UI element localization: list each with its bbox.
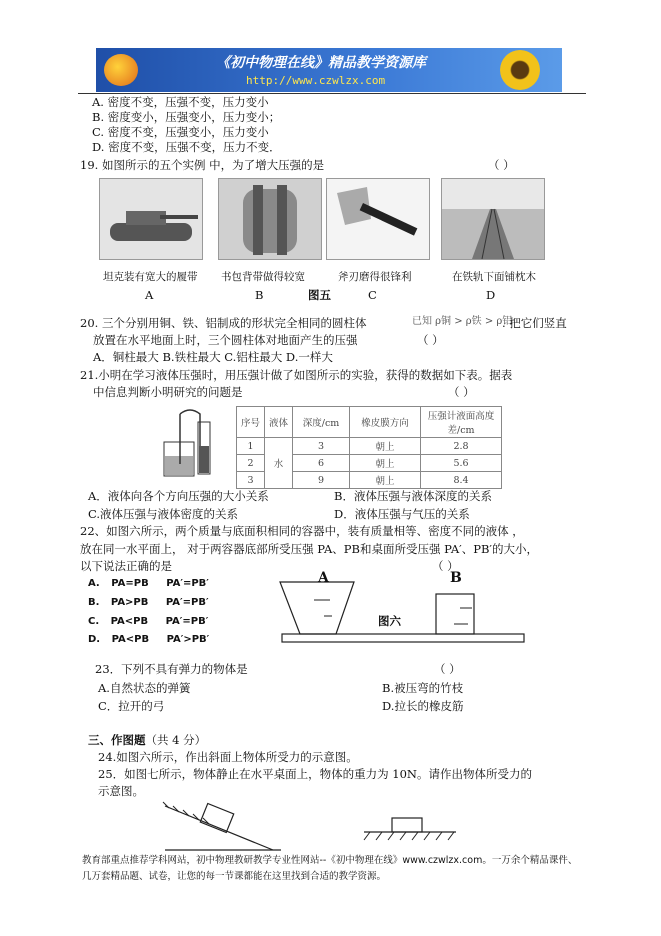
table-header: 深度/cm [293, 407, 350, 438]
q22-paren: （ ） [432, 559, 459, 573]
backpack-photo [218, 178, 322, 260]
q19-paren: （ ） [488, 158, 515, 172]
footer-line2: 几万套精品题、试卷，让您的每一节课都能在这里找到合适的教学资源。 [82, 871, 387, 882]
q18-option-d: D. 密度不变，压强不变，压力不变． [92, 140, 281, 154]
table-cell: 1 [237, 438, 265, 455]
banner-url[interactable]: http://www.czwlzx.com [246, 74, 386, 87]
figure-5-label: 图五 [308, 288, 331, 302]
q22-line2: 放在同一水平面上， 对于两容器底部所受压强 PA、PB和桌面所受压强 PA′、PB′的大小， [80, 542, 539, 556]
q22-option-c [88, 614, 208, 629]
container-a-label: A [318, 570, 329, 586]
table-cell: 8.4 [421, 472, 502, 489]
q22-option-a [88, 576, 209, 591]
table-cell: 5.6 [421, 455, 502, 472]
option-p: PA<PB [110, 616, 149, 627]
caption-axe: 斧刃磨得很锋利 [338, 271, 412, 283]
sunflower-icon [500, 50, 540, 90]
q23-option-a: A.自然状态的弹簧 [98, 681, 191, 695]
incline-diagram [155, 798, 285, 854]
table-cell: 6 [293, 455, 350, 472]
container-b-label: B [450, 570, 462, 586]
option-p: PA=PB [111, 578, 149, 589]
q23-stem: 23．下列不具有弹力的物体是 [95, 662, 248, 676]
q20-line1: 20. 三个分别用铜、铁、铝制成的形状完全相同的圆柱体 [80, 316, 367, 330]
q21-option-d: D．液体压强与气压的关系 [334, 507, 470, 521]
header-banner [96, 48, 562, 92]
q23-option-c: C．拉开的弓 [98, 699, 165, 713]
q22-option-b [88, 595, 209, 610]
caption-backpack: 书包背带做得较宽 [221, 271, 305, 283]
q18-option-a: A. 密度不变，压强不变，压力变小 [92, 95, 269, 109]
table-cell: 水 [265, 438, 293, 489]
q22-line3: 以下说法正确的是 [80, 559, 172, 573]
q19-stem: 19. 如图所示的五个实例 中，为了增大压强的是 [80, 158, 325, 172]
table-cell: 2 [237, 455, 265, 472]
table-cell: 朝上 [350, 455, 421, 472]
banner-title: 《初中物理在线》精品教学资源库 [216, 55, 426, 71]
option-p: PA>PB [110, 597, 149, 608]
section-3-heading [88, 733, 206, 748]
caption-railway: 在铁轨下面铺枕木 [452, 271, 536, 283]
option-p: PA<PB [111, 634, 150, 645]
table-header: 橡皮膜方向 [350, 407, 421, 438]
tank-photo [99, 178, 203, 260]
q23-option-b: B.被压弯的竹枝 [382, 681, 464, 695]
letter-b: B [255, 288, 264, 302]
q22-option-d [88, 632, 209, 647]
containers-diagram [278, 572, 528, 648]
q18-option-c: C. 密度不变，压强变小，压力变小 [92, 125, 269, 139]
q20-line1-end: . 把它们竖直 [502, 316, 567, 330]
q25-line2: 示意图。 [98, 784, 144, 798]
table-cell: 朝上 [350, 472, 421, 489]
q20-options: A．铜柱最大 B.铁柱最大 C.铝柱最大 D.一样大 [93, 350, 333, 364]
table-cell: 朝上 [350, 438, 421, 455]
q21-line2: 中信息判断小明研究的问题是 [93, 385, 243, 399]
q21-data-table [236, 406, 502, 489]
q21-line1: 21.小明在学习液体压强时，用压强计做了如图所示的实验，获得的数据如下表。据表 [80, 368, 513, 382]
letter-a: A [145, 288, 154, 302]
q23-paren: （ ） [434, 662, 461, 676]
q21-option-a: A．液体向各个方向压强的大小关系 [88, 489, 269, 503]
option-pprime: PA′>PB′ [166, 634, 210, 645]
q21-option-b: B．液体压强与液体深度的关系 [334, 489, 492, 503]
letter-d: D [486, 288, 496, 302]
q25-line1: 25．如图七所示，物体静止在水平桌面上，物体的重力为 10N。请作出物体所受力的 [98, 767, 532, 781]
section-3-title: 三、作图题 [88, 733, 146, 747]
figure-6-label: 图六 [378, 614, 401, 628]
option-pprime: PA′=PB′ [165, 616, 209, 627]
section-3-points: （共 4 分） [145, 733, 207, 747]
option-letter: C. [88, 616, 100, 627]
q21-option-c: C.液体压强与液体密度的关系 [88, 507, 239, 521]
letter-c: C [368, 288, 377, 302]
axe-photo [326, 178, 430, 260]
q20-paren: （ ） [417, 333, 444, 347]
table-header: 压强计液面高度差/cm [421, 407, 502, 438]
railway-photo [441, 178, 545, 260]
option-letter: B. [88, 597, 100, 608]
q20-formula: 已知 ρ铜 > ρ铁 > ρ铝 [412, 316, 513, 327]
q22-line1: 22、如图六所示，两个质量与底面积相同的容器中，装有质量相等、密度不同的液体 ， [80, 524, 524, 538]
option-letter: D. [88, 634, 101, 645]
footer [82, 853, 578, 885]
manometer-diagram [160, 406, 218, 478]
table-header: 液体 [265, 407, 293, 438]
table-header: 序号 [237, 407, 265, 438]
q18-option-b: B. 密度变小，压强变小，压力变小； [92, 110, 281, 124]
q20-line2: 放置在水平地面上时，三个圆柱体对地面产生的压强 [93, 333, 358, 347]
table-block-diagram [360, 814, 460, 844]
caption-tank: 坦克装有宽大的履带 [103, 271, 198, 283]
option-letter: A. [88, 578, 100, 589]
logo-icon [104, 54, 138, 86]
table-cell: 9 [293, 472, 350, 489]
footer-line1: 教育部重点推荐学科网站，初中物理教研教学专业性网站--《初中物理在线》www.czwlzx.com。一万余个精品课件、 [82, 855, 578, 866]
q24-text: 24.如图六所示，作出斜面上物体所受力的示意图。 [98, 750, 358, 764]
table-cell: 3 [237, 472, 265, 489]
header-rule [78, 93, 586, 94]
option-pprime: PA′=PB′ [166, 578, 209, 589]
q23-option-d: D.拉长的橡皮筋 [382, 699, 464, 713]
table-cell: 2.8 [421, 438, 502, 455]
option-pprime: PA′=PB′ [165, 597, 209, 608]
table-cell: 3 [293, 438, 350, 455]
q21-paren: （ ） [448, 385, 475, 399]
